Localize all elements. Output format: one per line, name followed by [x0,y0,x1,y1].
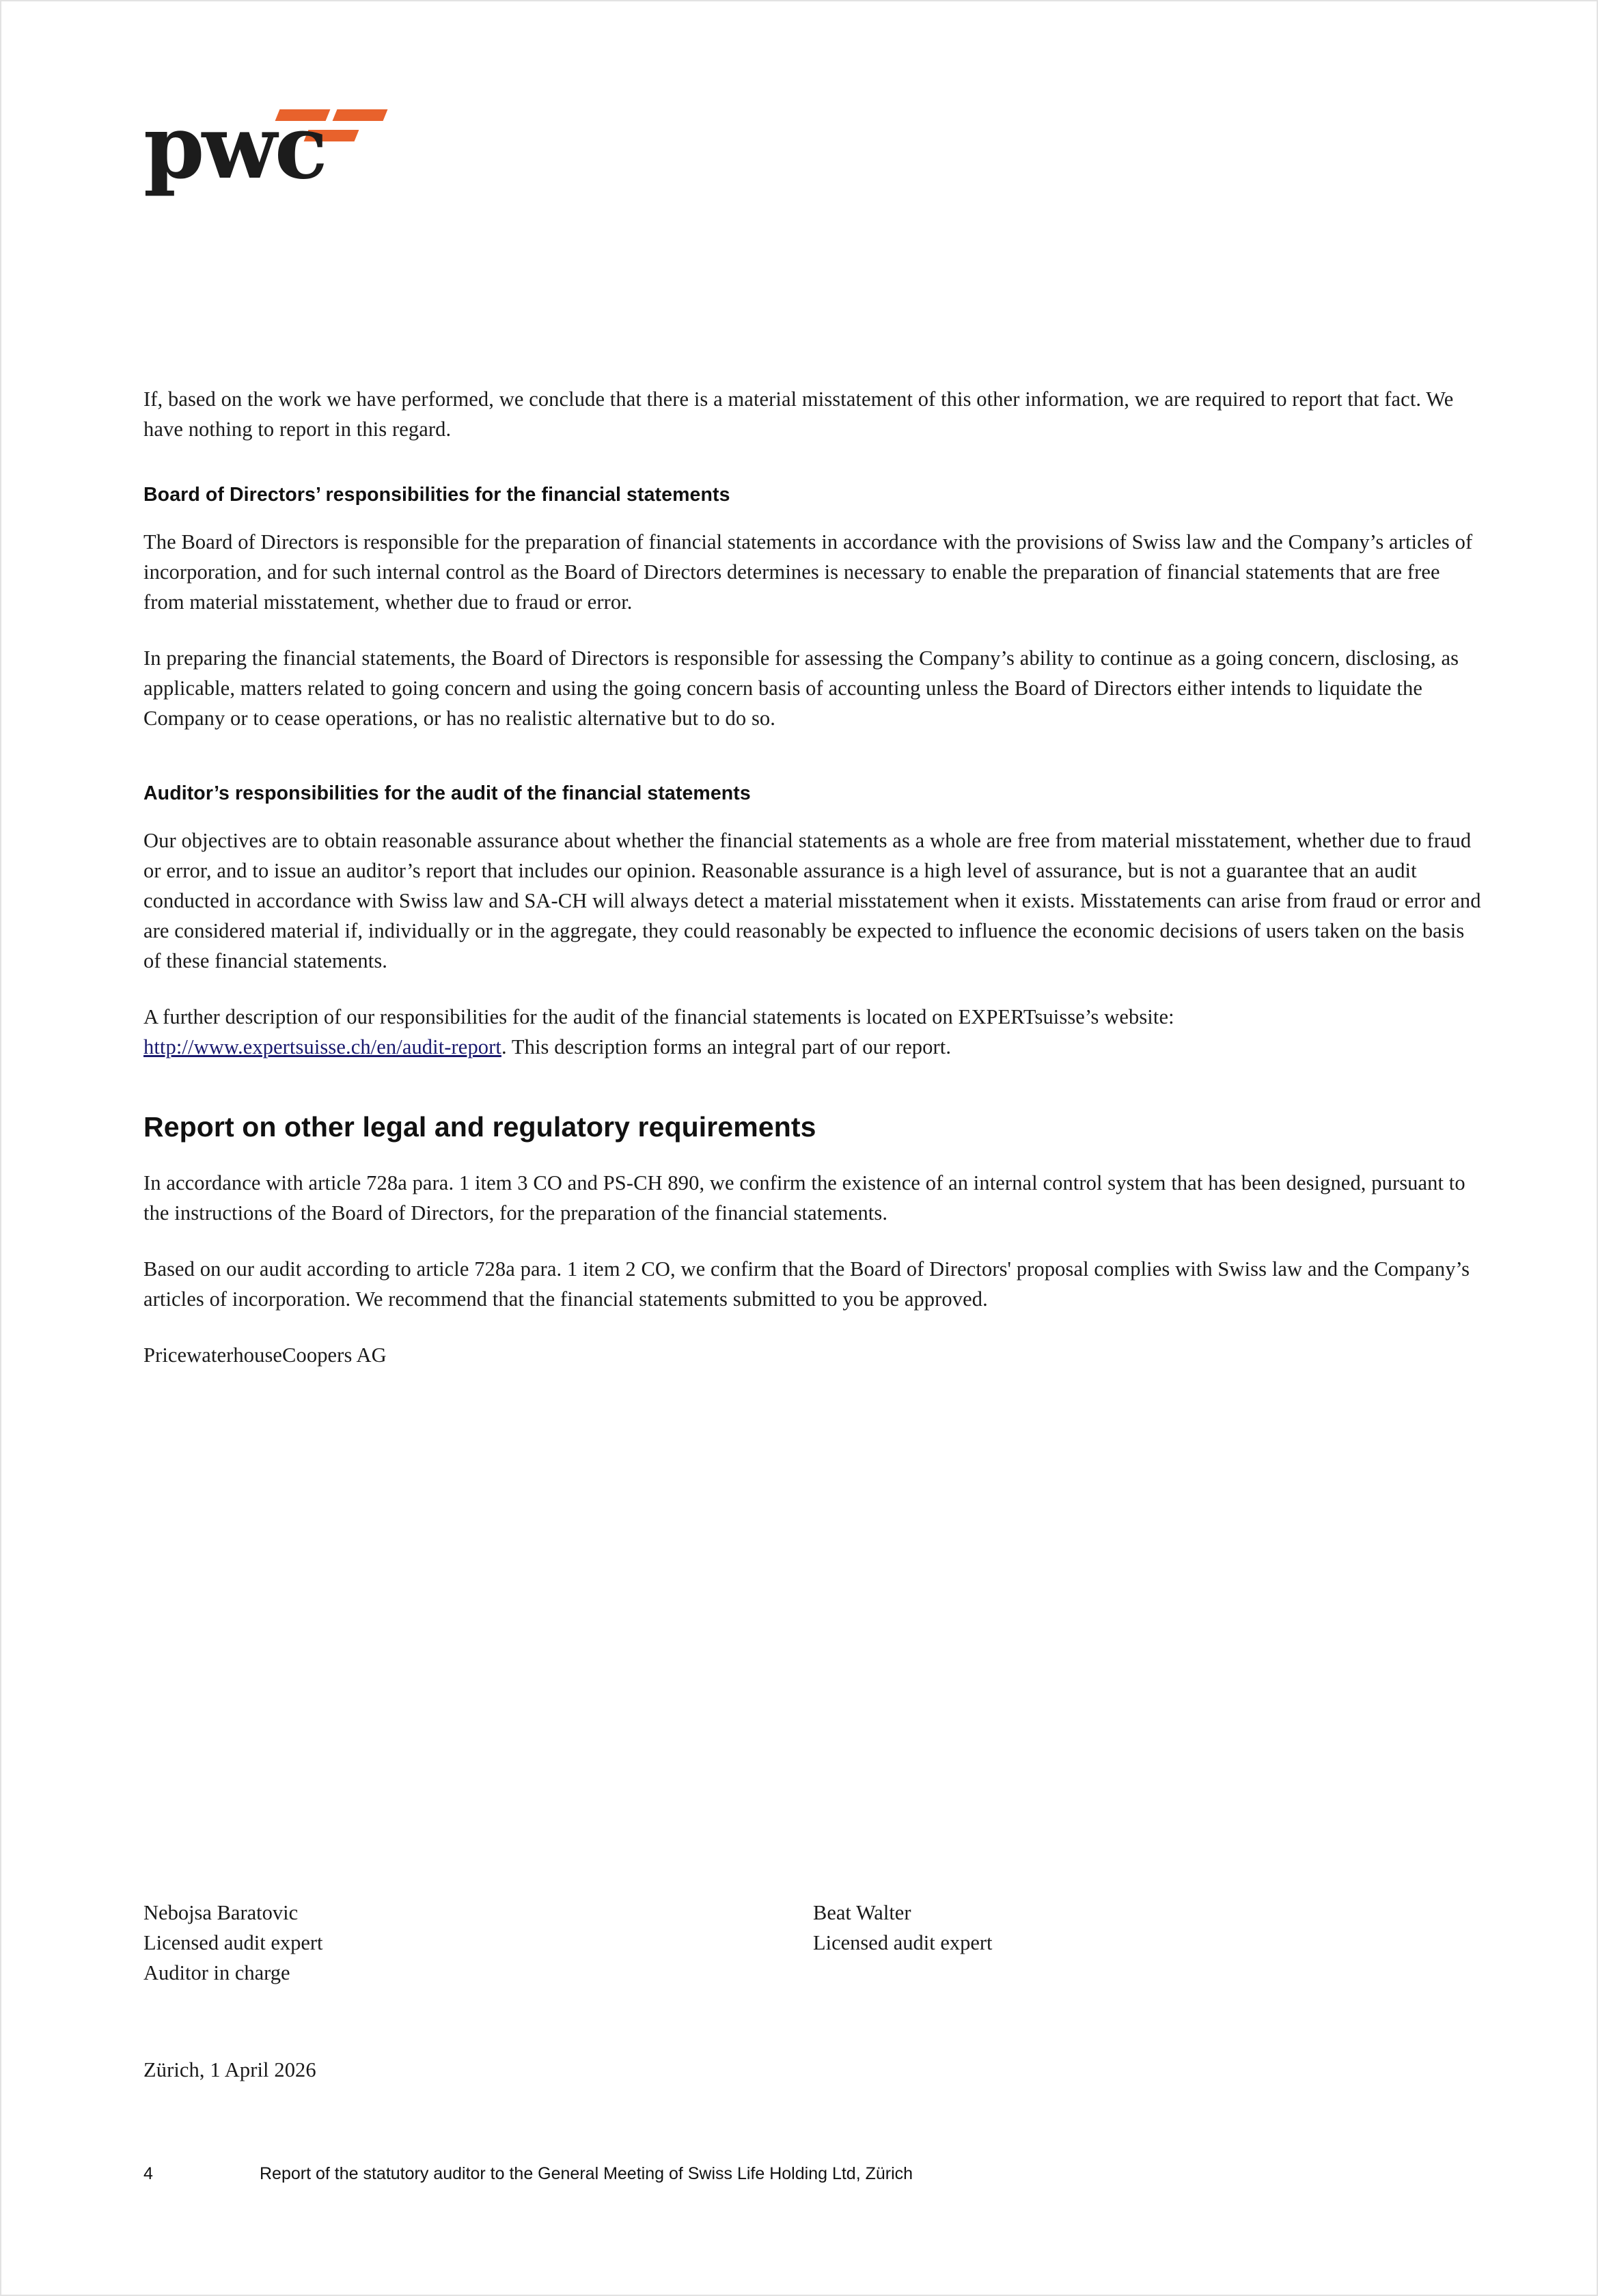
signatory-title: Licensed audit expert [813,1931,993,1954]
spacer [143,470,1483,484]
heading-report-other-legal: Report on other legal and regulatory requirements [143,1111,816,1143]
expertsuisse-audit-report-link[interactable]: http://www.expertsuisse.ch/en/audit-report [143,1035,501,1058]
footer-page-number: 4 [143,2164,153,2183]
paragraph-board-1: The Board of Directors is responsible for the preparation of financial statements in accordance with the provisions of Swiss law and the Company’s articles of incorporation, and for such internal control as the Board of Directors determines is necessary to enable the preparation of financial statements that are free from material misstatement, whether due to fraud or error. [143,530,1473,614]
signature-left [143,1898,813,1988]
paragraph-auditor-2-lead: A further description of our responsibilities for the audit of the financial statements is located on EXPERTsuisse’s website: [143,1005,1174,1028]
heading-auditor-responsibilities: Auditor’s responsibilities for the audit of the financial statements [143,782,751,804]
logo-wordmark: pwc [143,96,325,199]
paragraph-board-2: In preparing the financial statements, the Board of Directors is responsible for assessing the Company’s ability to continue as a going concern, disclosing, as applicable, matters related to going concern and using the going concern basis of accounting unless the Board of Directors either intends to liquidate the Company or to cease operations, or has no realistic alternative but to do so. [143,646,1459,730]
signatory-title: Licensed audit expert [143,1931,323,1954]
signatory-name: Beat Walter [813,1901,911,1924]
heading-board-responsibilities: Board of Directors’ responsibilities for the financial statements [143,484,730,506]
footer-document-title: Report of the statutory auditor to the General Meeting of Swiss Life Holding Ltd, Zürich [260,2164,913,2183]
page-footer [143,2164,1483,2184]
signatory-role: Auditor in charge [143,1961,290,1984]
paragraph-auditor-2-tail: . This description forms an integral part of our report. [501,1035,952,1058]
paragraph-other-information: If, based on the work we have performed, we conclude that there is a material misstatement of this other information, we are required to report that fact. We have nothing to report in this regard. [143,387,1454,441]
paragraph-auditor-2 [143,1002,1483,1062]
paragraph-legal-2: Based on our audit according to article 728a para. 1 item 2 CO, we confirm that the Board of Directors' proposal complies with Swiss law and the Company’s articles of incorporation. We recommend that the financial statements submitted to you be approved. [143,1257,1470,1311]
place-date-text: Zürich, 1 April 2026 [143,2058,316,2081]
pwc-logo [143,97,389,234]
signatory-name: Nebojsa Baratovic [143,1901,299,1924]
signature-right [813,1898,1483,1988]
paragraph-auditor-1: Our objectives are to obtain reasonable assurance about whether the financial statements as a whole are free from material misstatement, whether due to fraud or error, and to issue an auditor’s report that includes our opinion. Reasonable assurance is a high level of assurance, but is not a guarantee that an audit conducted in accordance with Swiss law and SA-CH will always detect a material misstatement when it exists. Misstatements can arise from fraud or error and are considered material if, individually or in the aggregate, they could reasonably be expected to influence the economic decisions of users taken on the basis of these financial statements. [143,829,1481,972]
spacer [143,759,1483,782]
paragraph-legal-1: In accordance with article 728a para. 1 item 3 CO and PS-CH 890, we confirm the existence of an internal control system that has been designed, pursuant to the instructions of the Board of Directors, for the preparation of the financial statements. [143,1171,1465,1225]
logo-stripe-2 [333,109,388,121]
spacer [143,1088,1483,1111]
place-date [143,2055,1483,2085]
signature-block [143,1898,1483,1988]
firm-name: PricewaterhouseCoopers AG [143,1343,387,1367]
document-body [143,384,1483,1370]
